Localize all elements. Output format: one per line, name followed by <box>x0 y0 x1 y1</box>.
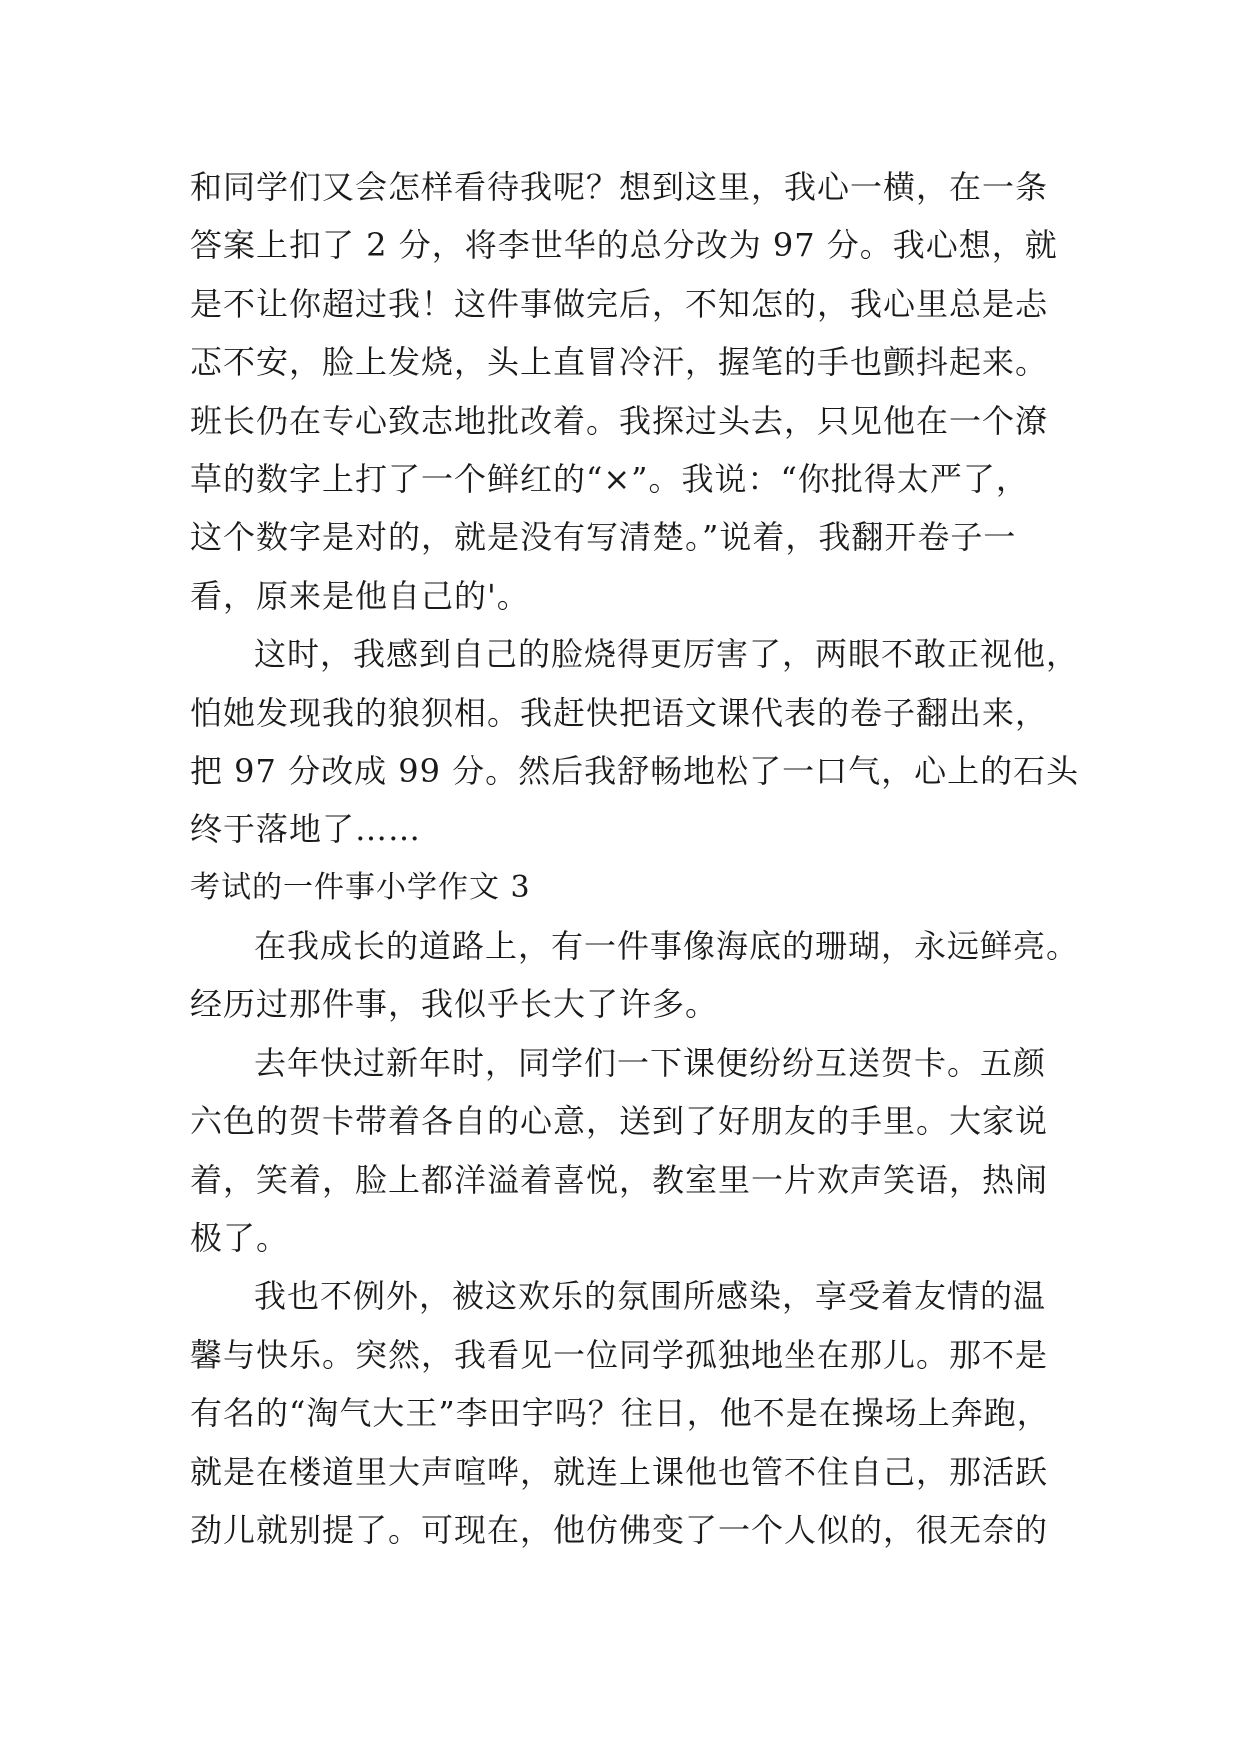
text-line: 极了。 <box>190 1219 290 1258</box>
text-line: 班长仍在专心致志地批改着。我探过头去，只见他在一个潦 <box>190 401 1049 440</box>
text-line: 这个数字是对的，就是没有写清楚。”说着，我翻开卷子一 <box>190 518 1017 557</box>
document-body <box>190 158 1080 1559</box>
paragraph-first-line: 这时，我感到自己的脸烧得更厉害了，两眼不敢正视他， <box>254 635 1080 674</box>
text-line: 答案上扣了 2 分，将李世华的总分改为 97 分。我心想，就 <box>190 226 1058 265</box>
text-line: 和同学们又会怎样看待我呢？想到这里，我心一横，在一条 <box>190 168 1049 206</box>
text-line: 经历过那件事，我似乎长大了许多。 <box>190 985 719 1024</box>
text-line: 终于落地了…… <box>190 810 422 849</box>
text-line: 看，原来是他自己的'。 <box>190 576 530 615</box>
text-line: 着，笑着，脸上都洋溢着喜悦，教室里一片欢声笑语，热闹 <box>190 1160 1049 1199</box>
section-heading: 考试的一件事小学作文 3 <box>190 869 531 905</box>
paragraph-first-line: 我也不例外，被这欢乐的氛围所感染，享受着友情的温 <box>254 1277 1047 1316</box>
text-line: 劲儿就别提了。可现在，他仿佛变了一个人似的，很无奈的 <box>190 1510 1049 1549</box>
text-line: 忑不安，脸上发烧，头上直冒冷汗，握笔的手也颤抖起来。 <box>190 343 1049 382</box>
text-line: 就是在楼道里大声喧哗，就连上课他也管不住自己，那活跃 <box>190 1452 1049 1491</box>
paragraph-first-line: 在我成长的道路上，有一件事像海底的珊瑚，永远鲜亮。 <box>254 927 1080 966</box>
paragraph-first-line: 去年快过新年时，同学们一下课便纷纷互送贺卡。五颜 <box>254 1043 1047 1082</box>
text-line: 把 97 分改成 99 分。然后我舒畅地松了一口气，心上的石头 <box>190 751 1080 790</box>
text-line: 馨与快乐。突然，我看见一位同学孤独地坐在那儿。那不是 <box>190 1335 1049 1374</box>
text-line: 有名的“淘气大王”李田宇吗？往日，他不是在操场上奔跑， <box>190 1394 1050 1433</box>
text-line: 怕她发现我的狼狈相。我赶快把语文课代表的卷子翻出来， <box>190 693 1049 732</box>
text-line: 草的数字上打了一个鲜红的“×”。我说：“你批得太严了， <box>190 459 1029 498</box>
text-line: 六色的贺卡带着各自的心意，送到了好朋友的手里。大家说 <box>190 1102 1049 1141</box>
text-line: 是不让你超过我！这件事做完后，不知怎的，我心里总是忐 <box>190 284 1049 323</box>
